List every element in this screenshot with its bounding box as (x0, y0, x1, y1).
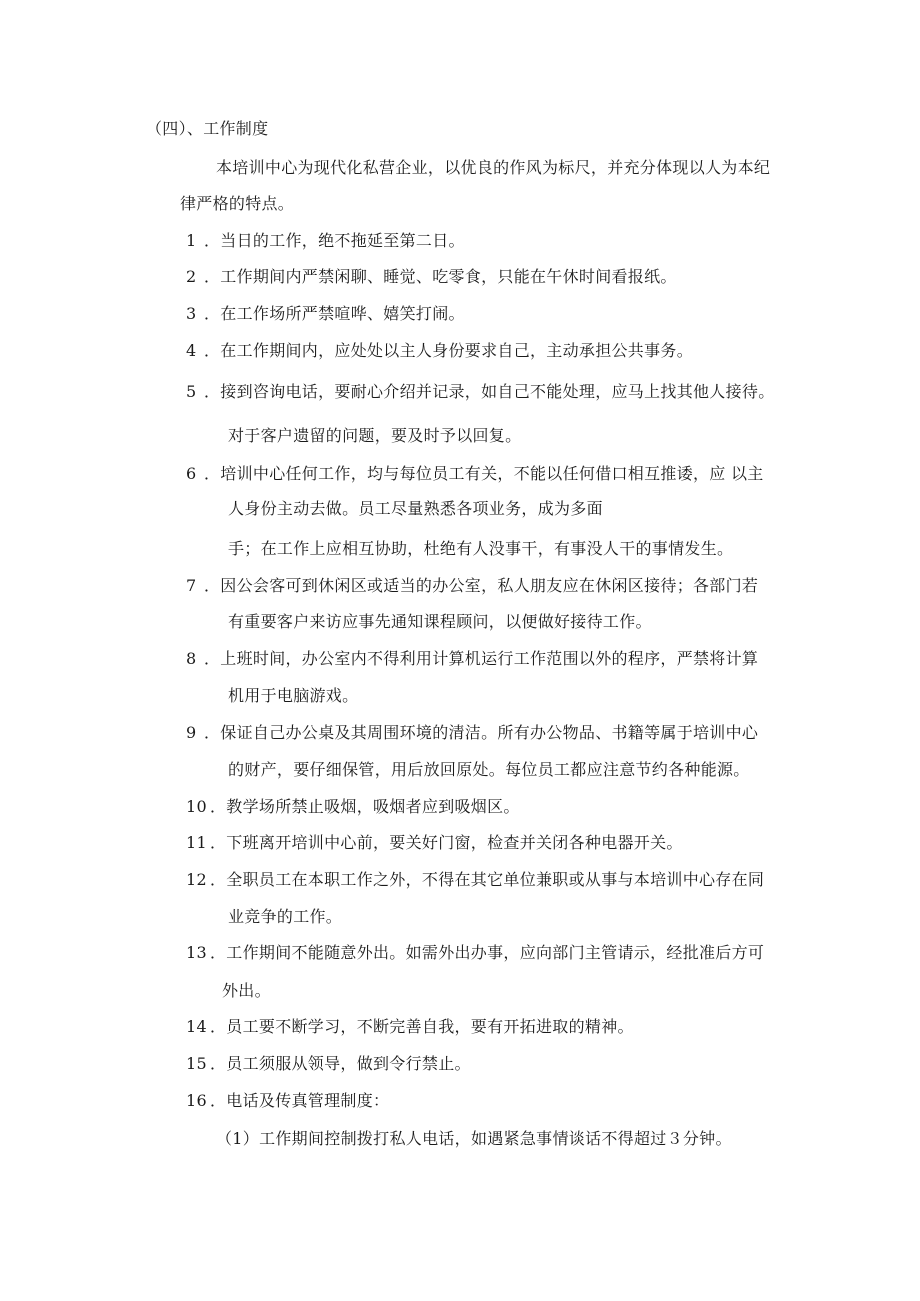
item-text: ．工作期间不能随意外出。如需外出办事，应向部门主管请示，经批准后方可 (210, 943, 765, 962)
item-text-continued: 人身份主动去做。员工尽量熟悉各项业务，成为多面 (228, 499, 603, 518)
item-text: ．在工作期间内，应处处以主人身份要求自己，主动承担公共事务。 (204, 341, 694, 360)
item-text: ．员工须服从领导，做到令行禁止。 (210, 1054, 471, 1073)
item-number: 9 (186, 723, 197, 742)
item-number: 10 (186, 797, 207, 816)
item-text-continued: 有重要客户来访应事先通知课程顾问，以便做好接待工作。 (228, 612, 652, 631)
item-text: ．员工要不断学习，不断完善自我，要有开拓进取的精神。 (210, 1017, 634, 1036)
item-text-continued: 手；在工作上应相互协助，杜绝有人没事干，有事没人干的事情发生。 (228, 539, 734, 558)
item-text: ．保证自己办公桌及其周围环境的清洁。所有办公物品、书籍等属于培训中心 (204, 723, 759, 742)
item-number: 13 (186, 943, 207, 962)
item-text-continued: 对于客户遗留的问题，要及时予以回复。 (228, 426, 522, 445)
item-number: 4 (186, 341, 197, 360)
sub-item: （1）工作期间控制拨打私人电话，如遇紧急事情谈话不得超过３分钟。 (216, 1129, 732, 1148)
intro-line-1: 本培训中心为现代化私营企业，以优良的作风为标尺，并充分体现以人为本纪 (216, 158, 771, 177)
item-text-continued: 外出。 (222, 981, 271, 1000)
item-text: ．全职员工在本职工作之外，不得在其它单位兼职或从事与本培训中心存在同 (210, 870, 765, 889)
item-text: ．上班时间，办公室内不得利用计算机运行工作范围以外的程序，严禁将计算 (204, 649, 759, 668)
item-text: ．因公会客可到休闲区或适当的办公室，私人朋友应在休闲区接待；各部门若 (204, 576, 759, 595)
item-number: 7 (186, 576, 197, 595)
item-text: ．下班离开培训中心前，要关好门窗，检查并关闭各种电器开关。 (210, 833, 683, 852)
item-number: 12 (186, 870, 207, 889)
item-text-continued: 的财产，要仔细保管，用后放回原处。每位员工都应注意节约各种能源。 (228, 760, 750, 779)
item-number: 8 (186, 649, 197, 668)
item-number: 16 (186, 1091, 207, 1110)
item-text: ．接到咨询电话，要耐心介绍并记录，如自己不能处理，应马上找其他人接待。 (204, 382, 775, 401)
intro-line-2: 律严格的特点。 (180, 194, 295, 213)
item-text: ．工作期间内严禁闲聊、睡觉、吃零食，只能在午休时间看报纸。 (204, 267, 677, 286)
item-number: 2 (186, 267, 197, 286)
item-text: ．当日的工作，绝不拖延至第二日。 (204, 231, 465, 250)
item-text: ．教学场所禁止吸烟，吸烟者应到吸烟区。 (210, 797, 520, 816)
item-text-continued: 机用于电脑游戏。 (228, 686, 359, 705)
item-number: 5 (186, 382, 197, 401)
item-number: 15 (186, 1054, 207, 1073)
item-text-continued: 业竞争的工作。 (228, 907, 343, 926)
item-text: ．在工作场所严禁喧哗、嬉笑打闹。 (204, 304, 465, 323)
item-number: 14 (186, 1017, 207, 1036)
item-number: 11 (186, 833, 207, 852)
section-heading: （四）、工作制度 (146, 119, 269, 138)
item-text: ．培训中心任何工作，均与每位员工有关，不能以任何借口相互推诿，应 以主 (204, 464, 764, 483)
item-number: 3 (186, 304, 197, 323)
item-number: 6 (186, 464, 197, 483)
item-number: 1 (186, 231, 197, 250)
item-text: ．电话及传真管理制度： (210, 1091, 390, 1110)
